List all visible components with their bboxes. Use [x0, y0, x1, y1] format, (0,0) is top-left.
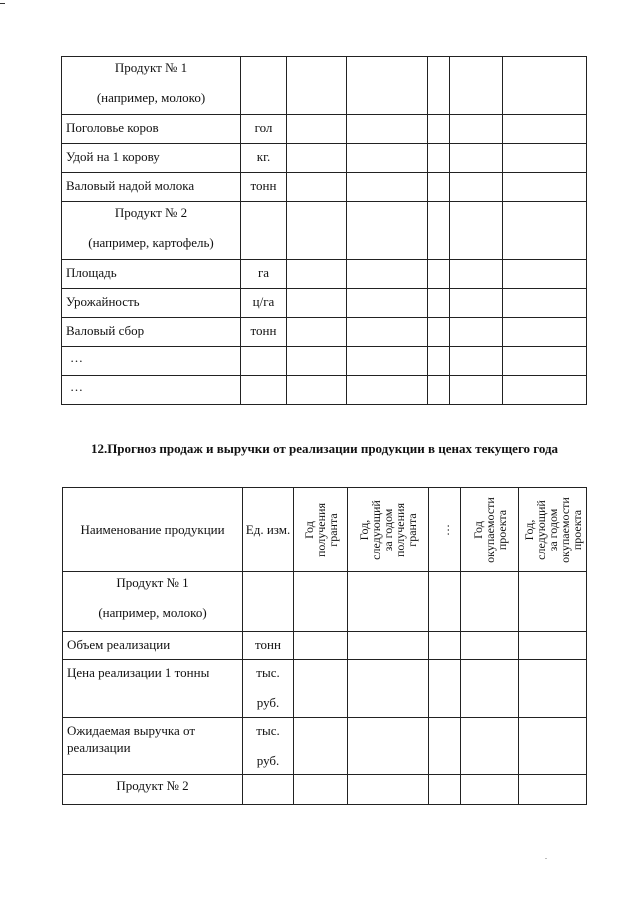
product-cell	[63, 572, 243, 632]
unit-cell	[243, 775, 294, 805]
column-header-unit: Ед. изм.	[243, 488, 294, 572]
value-cell	[461, 775, 519, 805]
indicator-name: Поголовье коров	[62, 115, 241, 144]
product-row	[62, 202, 587, 260]
product-title: Продукт № 1	[116, 575, 189, 590]
product-title: Продукт № 2	[116, 778, 189, 793]
product-title: Продукт № 1	[114, 60, 188, 75]
value-cell	[503, 260, 587, 289]
value-cell	[503, 173, 587, 202]
unit-line: руб.	[256, 753, 280, 768]
value-cell	[347, 347, 428, 376]
value-cell	[450, 115, 503, 144]
indicator-name: Объем реализации	[63, 632, 243, 660]
table-row	[62, 115, 587, 144]
scan-speck	[545, 858, 547, 859]
value-cell	[519, 660, 587, 718]
value-cell	[428, 318, 450, 347]
value-cell	[429, 718, 461, 775]
column-header-period	[519, 488, 587, 572]
value-cell	[450, 144, 503, 173]
table-row	[62, 289, 587, 318]
value-cell	[348, 572, 429, 632]
value-cell	[429, 632, 461, 660]
unit-cell: тонн	[241, 173, 287, 202]
indicator-name: Урожайность	[62, 289, 241, 318]
value-cell	[461, 572, 519, 632]
table-row	[62, 260, 587, 289]
unit-line: руб.	[256, 695, 280, 710]
value-cell	[294, 660, 348, 718]
unit-line: тыс.	[256, 723, 280, 738]
value-cell	[450, 318, 503, 347]
value-cell	[428, 115, 450, 144]
value-cell	[428, 57, 450, 115]
value-cell	[348, 775, 429, 805]
unit-cell: ц/га	[241, 289, 287, 318]
value-cell	[287, 144, 347, 173]
table-row	[62, 318, 587, 347]
value-cell	[428, 173, 450, 202]
unit-cell: тонн	[241, 318, 287, 347]
value-cell	[428, 144, 450, 173]
value-cell	[428, 289, 450, 318]
value-cell	[347, 115, 428, 144]
value-cell	[428, 376, 450, 405]
product-cell	[62, 57, 241, 115]
section-title: 12.Прогноз продаж и выручки от реализации продукции в ценах текущего года	[90, 441, 559, 456]
value-cell	[503, 115, 587, 144]
value-cell	[503, 318, 587, 347]
value-cell	[503, 347, 587, 376]
column-header-period	[429, 488, 461, 572]
unit-cell	[243, 718, 294, 775]
unit-cell: га	[241, 260, 287, 289]
production-table	[61, 56, 587, 405]
value-cell	[347, 57, 428, 115]
period-label: …	[437, 523, 452, 536]
period-label: Год окупаемости проекта	[470, 496, 509, 563]
ellipsis-cell: …	[62, 347, 241, 376]
indicator-name: Площадь	[62, 260, 241, 289]
value-cell	[450, 260, 503, 289]
product-title: Продукт № 2	[114, 205, 188, 220]
value-cell	[429, 775, 461, 805]
unit-cell	[241, 202, 287, 260]
value-cell	[503, 144, 587, 173]
indicator-name: Валовый сбор	[62, 318, 241, 347]
period-label: Год получения гранта	[301, 502, 340, 557]
period-label: Год, следующий за годом окупаемости проекта	[521, 496, 584, 563]
value-cell	[347, 376, 428, 405]
value-cell	[450, 347, 503, 376]
unit-line: тонн	[255, 637, 281, 652]
table-row	[63, 660, 587, 718]
value-cell	[347, 173, 428, 202]
header-row	[63, 488, 587, 572]
value-cell	[450, 376, 503, 405]
value-cell	[519, 718, 587, 775]
value-cell	[287, 202, 347, 260]
unit-cell	[243, 660, 294, 718]
value-cell	[503, 289, 587, 318]
value-cell	[287, 347, 347, 376]
value-cell	[348, 660, 429, 718]
table-row	[62, 376, 587, 405]
value-cell	[294, 775, 348, 805]
unit-cell	[241, 57, 287, 115]
value-cell	[428, 260, 450, 289]
value-cell	[519, 632, 587, 660]
value-cell	[503, 376, 587, 405]
value-cell	[450, 173, 503, 202]
value-cell	[294, 718, 348, 775]
value-cell	[347, 260, 428, 289]
period-label: Год, следующий за годом получения гранта	[357, 499, 419, 560]
unit-cell	[241, 376, 287, 405]
value-cell	[450, 202, 503, 260]
table-row	[62, 173, 587, 202]
value-cell	[294, 632, 348, 660]
product-row	[63, 775, 587, 805]
unit-cell	[241, 347, 287, 376]
indicator-name: Удой на 1 корову	[62, 144, 241, 173]
product-row	[63, 572, 587, 632]
table-row	[62, 347, 587, 376]
product-example: (например, молоко)	[96, 90, 206, 105]
value-cell	[519, 775, 587, 805]
value-cell	[287, 376, 347, 405]
value-cell	[347, 202, 428, 260]
value-cell	[287, 289, 347, 318]
unit-cell: кг.	[241, 144, 287, 173]
column-header-period	[461, 488, 519, 572]
value-cell	[428, 347, 450, 376]
value-cell	[450, 57, 503, 115]
corner-mark	[0, 3, 5, 4]
value-cell	[429, 660, 461, 718]
product-row	[62, 57, 587, 115]
sales-forecast-table	[62, 487, 587, 805]
unit-line: тыс.	[256, 665, 280, 680]
table-row	[63, 718, 587, 775]
value-cell	[450, 289, 503, 318]
value-cell	[347, 289, 428, 318]
value-cell	[347, 318, 428, 347]
product-cell	[63, 775, 243, 805]
table-row	[62, 144, 587, 173]
value-cell	[461, 718, 519, 775]
value-cell	[461, 660, 519, 718]
value-cell	[519, 572, 587, 632]
product-cell	[62, 202, 241, 260]
value-cell	[428, 202, 450, 260]
unit-cell	[243, 572, 294, 632]
indicator-name: Ожидаемая выручка от реализации	[63, 718, 243, 775]
value-cell	[429, 572, 461, 632]
indicator-name: Цена реализации 1 тонны	[63, 660, 243, 718]
value-cell	[294, 572, 348, 632]
value-cell	[503, 202, 587, 260]
value-cell	[461, 632, 519, 660]
unit-cell: гол	[241, 115, 287, 144]
product-example: (например, молоко)	[98, 605, 207, 620]
value-cell	[287, 260, 347, 289]
value-cell	[347, 144, 428, 173]
value-cell	[287, 318, 347, 347]
indicator-name: Валовый надой молока	[62, 173, 241, 202]
unit-cell	[243, 632, 294, 660]
value-cell	[503, 57, 587, 115]
column-header-period	[294, 488, 348, 572]
value-cell	[348, 632, 429, 660]
column-header-period	[348, 488, 429, 572]
value-cell	[287, 115, 347, 144]
value-cell	[287, 173, 347, 202]
column-header-name: Наименование продукции	[63, 488, 243, 572]
table-row	[63, 632, 587, 660]
product-example: (например, картофель)	[88, 235, 214, 250]
value-cell	[348, 718, 429, 775]
value-cell	[287, 57, 347, 115]
ellipsis-cell: …	[62, 376, 241, 405]
